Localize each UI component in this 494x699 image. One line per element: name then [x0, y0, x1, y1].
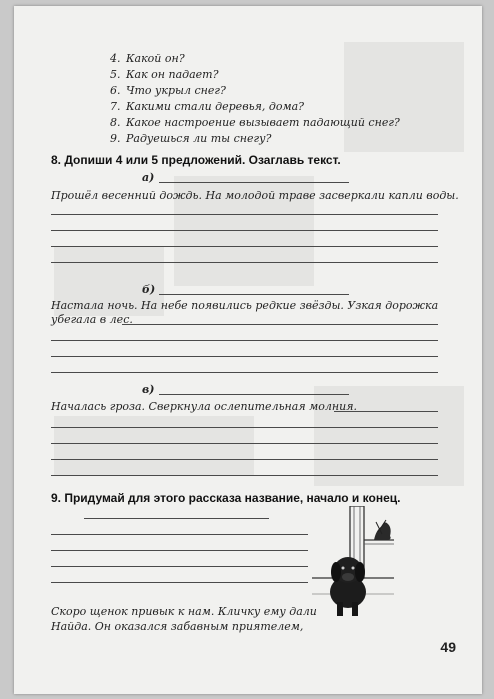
- answer-line[interactable]: [51, 534, 308, 535]
- answer-line[interactable]: [334, 411, 438, 412]
- task-9-text-line2: Найда. Он оказался забавным приятелем,: [51, 620, 304, 633]
- part-c-text: Началась гроза. Сверкнула ослепительная молния.: [51, 400, 357, 413]
- title-line-task9[interactable]: [84, 518, 269, 519]
- part-b-text-line2: убегала в лес.: [51, 313, 133, 326]
- task-9-text-line1: Скоро щенок привык к нам. Кличку ему дали: [51, 605, 317, 618]
- show-through-shade: [54, 416, 254, 476]
- puppy-at-window-icon: [312, 506, 394, 618]
- question-item: 5. Как он падает?: [110, 68, 219, 81]
- question-item: 4. Какой он?: [110, 52, 185, 65]
- part-b-label: б): [142, 283, 156, 296]
- answer-line[interactable]: [51, 475, 438, 476]
- answer-line[interactable]: [51, 356, 438, 357]
- page-number: 49: [440, 639, 456, 655]
- answer-line[interactable]: [122, 324, 438, 325]
- question-item: 8. Какое настроение вызывает падающий снег?: [110, 116, 400, 129]
- answer-line[interactable]: [51, 262, 438, 263]
- answer-line[interactable]: [51, 214, 438, 215]
- answer-line[interactable]: [51, 550, 308, 551]
- question-item: 7. Какими стали деревья, дома?: [110, 100, 305, 113]
- answer-line[interactable]: [51, 372, 438, 373]
- workbook-page: [14, 6, 482, 694]
- answer-line[interactable]: [51, 427, 438, 428]
- part-c-label: в): [142, 383, 155, 396]
- question-item: 9. Радуешься ли ты снегу?: [110, 132, 272, 145]
- show-through-shade: [344, 42, 464, 152]
- answer-line[interactable]: [51, 566, 308, 567]
- task-8-title: 8. Допиши 4 или 5 предложений. Озаглавь текст.: [51, 153, 341, 167]
- answer-line[interactable]: [51, 230, 438, 231]
- part-b-text-line1: Настала ночь. На небе появились редкие звёзды. Узкая дорожка: [51, 299, 439, 312]
- task-9-title: 9. Придумай для этого рассказа название, начало и конец.: [51, 491, 401, 505]
- answer-line[interactable]: [51, 582, 308, 583]
- answer-line[interactable]: [51, 443, 438, 444]
- title-line-b[interactable]: [159, 294, 349, 295]
- part-a-label: а): [142, 171, 155, 184]
- part-a-text: Прошёл весенний дождь. На молодой траве засверкали капли воды.: [51, 189, 459, 202]
- answer-line[interactable]: [51, 459, 438, 460]
- title-line-c[interactable]: [159, 394, 349, 395]
- answer-line[interactable]: [51, 246, 438, 247]
- title-line-a[interactable]: [159, 182, 349, 183]
- question-item: 6. Что укрыл снег?: [110, 84, 226, 97]
- answer-line[interactable]: [51, 340, 438, 341]
